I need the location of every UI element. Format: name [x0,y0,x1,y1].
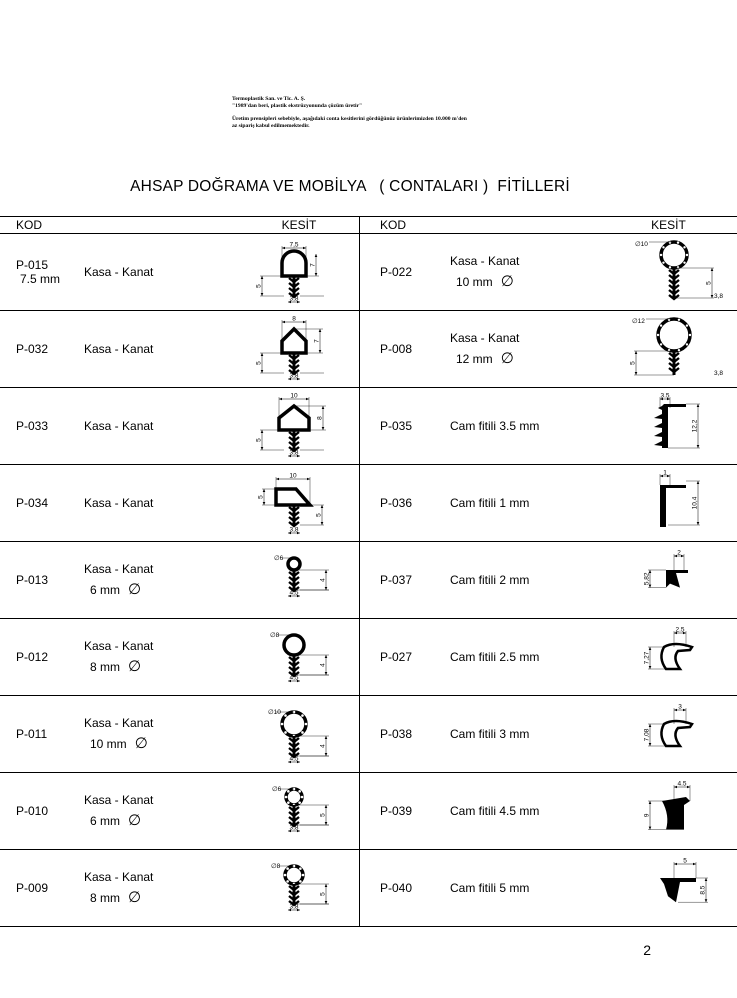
product-code: P-013 [0,542,84,619]
product-name: Kasa - Kanat 6 mm ∅ [84,773,239,850]
code-size: 7.5 mm [20,272,61,286]
dimension-label: 8,5 [699,885,706,895]
cross-section-drawing [600,696,737,773]
cross-section-drawing [600,773,737,850]
header-kod-right: KOD [360,217,451,234]
table-row [0,696,737,773]
dimension-label: 3,8 [289,295,299,303]
cross-section-drawing [239,542,360,619]
header-name-right [450,217,600,234]
cross-section-drawing [239,311,360,388]
diameter-symbol: ∅ [500,273,514,290]
product-code: P-038 [360,696,451,773]
page-number: 2 [643,942,651,958]
product-name: Kasa - Kanat [84,234,239,311]
product-name: Kasa - Kanat [84,465,239,542]
dimension-label: 5 [705,281,712,285]
profile-table [0,216,737,927]
product-code: P-035 [360,388,451,465]
cross-section-drawing [600,311,737,388]
company-name: Termoplastik San. ve Tic. A. Ş. [232,96,306,102]
dimension-label: 5 [319,813,327,817]
header-kesit-right: KESİT [600,217,737,234]
product-code: P-011 [0,696,84,773]
dimension-label: 5 [682,857,687,865]
product-name: Cam fitili 3.5 mm [450,388,600,465]
company-header [232,96,552,130]
product-code: P-039 [360,773,451,850]
product-code: P-027 [360,619,451,696]
product-code: P-036 [360,465,451,542]
dimension-label: 5,82 [643,572,650,586]
dimension-label: 10 [289,472,297,480]
dimension-label: ∅6 [272,786,282,793]
order-note-line-1: Üretim prensipleri sebebiyle, aşağıdaki conta kesitlerini gördüğünüz ürünlerimizden 10.000 m'den [232,116,467,122]
table-header-row [0,217,737,234]
header-name-left [84,217,239,234]
dimension-label: 1 [662,469,667,477]
product-name: Kasa - Kanat 8 mm ∅ [84,619,239,696]
product-code: P-032 [0,311,84,388]
dimension-label: 5 [255,284,263,288]
dimension-label: 2 [676,549,681,557]
product-code: P-040 [360,850,451,927]
product-code: P-010 [0,773,84,850]
dimension-label: 4.5 [676,780,687,788]
diameter-symbol: ∅ [500,350,514,367]
diameter-symbol: ∅ [128,658,142,675]
size-label: 6 mm ∅ [90,812,142,829]
dimension-label: 7,5 [289,241,299,249]
dimension-label: 5 [257,495,265,499]
cross-section-drawing [239,465,360,542]
product-name: Cam fitili 4.5 mm [450,773,600,850]
product-name: Kasa - Kanat 6 mm ∅ [84,542,239,619]
table-row [0,234,737,311]
product-code: P-037 [360,542,451,619]
dimension-label: 7,27 [643,651,650,665]
cross-section-drawing [600,465,737,542]
size-label: 10 mm ∅ [90,735,148,752]
dimension-label: ∅8 [271,863,281,870]
dimension-label: 5 [255,438,263,442]
dimension-label: 4,5 [289,674,299,682]
product-name: Kasa - Kanat 12 mm ∅ [450,311,600,388]
product-code: P-012 [0,619,84,696]
table-row [0,773,737,850]
product-name: Cam fitili 2.5 mm [450,619,600,696]
size-label: 8 mm ∅ [90,889,142,906]
product-name: Kasa - Kanat [84,311,239,388]
cross-section-drawing [239,234,360,311]
dimension-label: 2.5 [674,626,685,634]
dimension-label: 5 [315,513,323,517]
product-code: P-022 [360,234,451,311]
size-label: 10 mm ∅ [456,273,514,290]
header-kod-left: KOD [0,217,84,234]
company-slogan: "1989'dan beri, plastik ekstrüzyonunda çözüm üretir" [232,103,363,109]
dimension-label: 4 [319,663,327,667]
cross-section-drawing [239,850,360,927]
dimension-label: 9 [643,813,650,818]
product-name: Kasa - Kanat 10 mm ∅ [450,234,600,311]
dimension-label: 4,5 [289,755,299,763]
diameter-symbol: ∅ [128,581,142,598]
page-title: AHSAP DOĞRAMA VE MOBİLYA ( CONTALARI ) FİTİLLERİ [130,178,570,195]
product-name: Kasa - Kanat 8 mm ∅ [84,850,239,927]
table-row [0,850,737,927]
size-label: 8 mm ∅ [90,658,142,675]
diameter-symbol: ∅ [128,812,142,829]
dimension-label: 3,8 [713,370,723,377]
dimension-label: 4,5 [289,589,299,597]
dimension-label: 7,08 [643,728,650,742]
size-label: 12 mm ∅ [456,350,514,367]
cross-section-drawing [600,850,737,927]
table-row [0,465,737,542]
product-name: Cam fitili 3 mm [450,696,600,773]
product-code: P-008 [360,311,451,388]
product-name: Cam fitili 5 mm [450,850,600,927]
product-name: Kasa - Kanat [84,388,239,465]
dimension-label: 8 [316,416,324,420]
dimension-label: 4 [319,578,327,582]
dimension-label: ∅10 [634,241,648,248]
cross-section-drawing [239,619,360,696]
dimension-label: ∅12 [631,318,645,325]
cross-section-drawing [600,542,737,619]
dimension-label: 3,8 [289,372,299,380]
dimension-label: 12,2 [691,419,698,433]
table-row [0,388,737,465]
dimension-label: 7 [309,263,317,267]
dimension-label: 8 [292,315,296,323]
dimension-label: 3 [677,703,682,711]
diameter-symbol: ∅ [134,735,148,752]
order-note-line-2: az sipariş kabul edilmemektedir. [232,123,310,129]
product-code: P-015 7.5 mm [0,234,84,311]
dimension-label: 3,8 [289,903,299,911]
dimension-label: ∅6 [274,555,284,562]
dimension-label: 3,8 [289,824,299,832]
product-name: Cam fitili 2 mm [450,542,600,619]
dimension-label: 4 [319,744,327,748]
dimension-label: ∅10 [268,709,281,716]
dimension-label: 3.5 [659,392,670,400]
dimension-label: 3,8 [713,293,723,300]
table-row [0,311,737,388]
dimension-label: 3,8 [289,526,299,534]
diameter-symbol: ∅ [128,889,142,906]
dimension-label: ∅8 [270,632,280,639]
cross-section-drawing [600,234,737,311]
dimension-label: 5 [319,892,327,896]
product-name: Kasa - Kanat 10 mm ∅ [84,696,239,773]
dimension-label: 7 [313,339,321,343]
cross-section-drawing [239,773,360,850]
dimension-label: 10 [290,392,298,400]
table-row [0,619,737,696]
product-code: P-033 [0,388,84,465]
product-code: P-009 [0,850,84,927]
product-code: P-034 [0,465,84,542]
dimension-label: 3,8 [289,449,299,457]
dimension-label: 5 [255,361,263,365]
table-row [0,542,737,619]
cross-section-drawing [600,619,737,696]
cross-section-drawing [239,388,360,465]
cross-section-drawing [600,388,737,465]
cross-section-drawing [239,696,360,773]
product-name: Cam fitili 1 mm [450,465,600,542]
dimension-label: 5 [629,361,636,365]
size-label: 6 mm ∅ [90,581,142,598]
header-kesit-left: KESİT [239,217,360,234]
dimension-label: 10,4 [691,496,698,510]
